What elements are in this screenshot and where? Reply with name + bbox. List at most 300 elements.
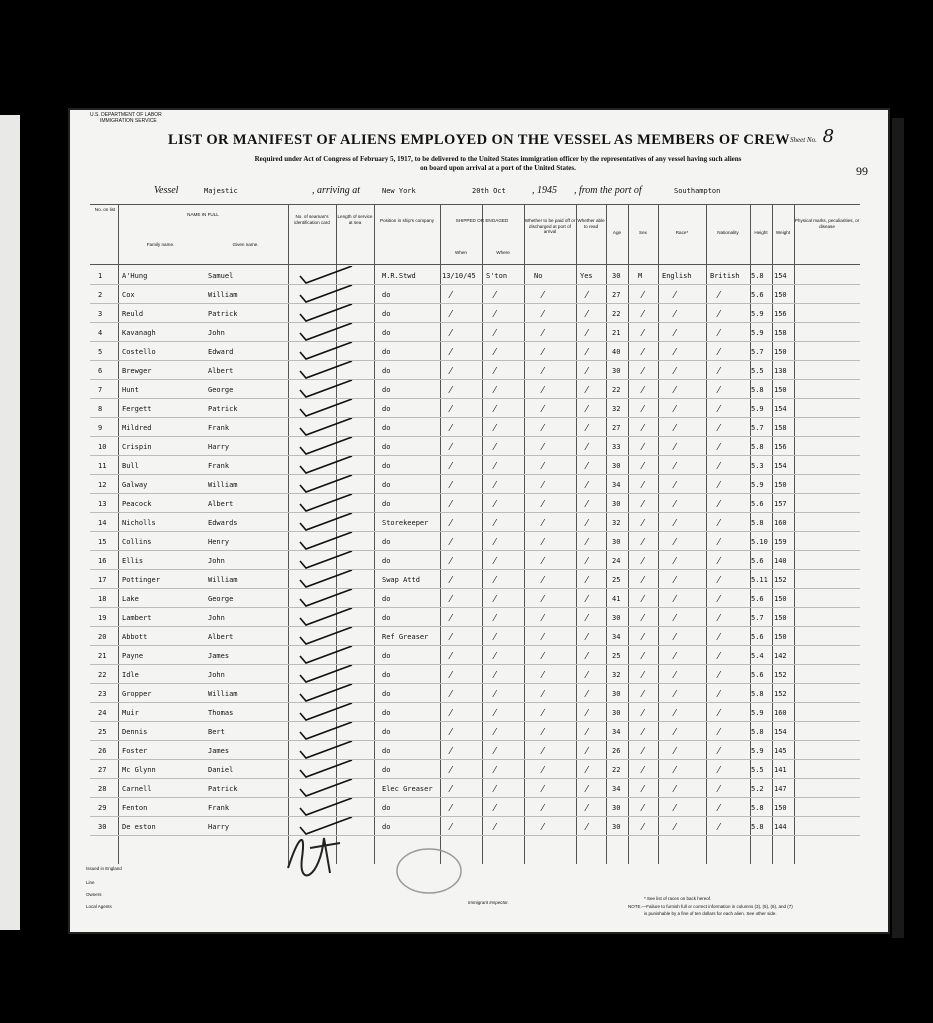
check-mark (296, 456, 356, 476)
table-row (90, 285, 860, 303)
cell-family: Crispin (122, 443, 152, 451)
table-row (90, 722, 860, 740)
cell-height: 5.8 (751, 386, 764, 394)
ditto-mark: ⁄ (674, 652, 676, 662)
ditto-mark: ⁄ (718, 804, 720, 814)
cell-position: Storekeeper (382, 519, 429, 527)
cell-height: 5.6 (751, 671, 764, 679)
legal-notice-line: on board upon arrival at a port of the United States. (420, 164, 576, 172)
check-mark (296, 589, 356, 609)
cell-weight: 156 (774, 310, 787, 318)
ditto-mark: ⁄ (586, 595, 588, 605)
ditto-mark: ⁄ (642, 462, 644, 472)
cell-age: 22 (612, 766, 621, 774)
cell-given: John (208, 557, 225, 565)
ditto-mark: ⁄ (542, 386, 544, 396)
cell-position: Elec Greaser (382, 785, 433, 793)
ditto-mark: ⁄ (586, 671, 588, 681)
cell-weight: 160 (774, 519, 787, 527)
cell-age: 34 (612, 785, 621, 793)
table-row (90, 760, 860, 778)
ditto-mark: ⁄ (494, 747, 496, 757)
ditto-mark: ⁄ (642, 652, 644, 662)
cell-family: Kavanagh (122, 329, 156, 337)
ditto-mark: ⁄ (674, 424, 676, 434)
sheet-number-value: 8 (822, 126, 835, 147)
cell-no: 5 (98, 348, 103, 356)
cell-no: 23 (98, 690, 107, 698)
col-header-where: Where (496, 250, 510, 255)
department-header (90, 112, 162, 124)
cell-weight: 150 (774, 614, 787, 622)
cell-position: do (382, 443, 391, 451)
ditto-mark: ⁄ (494, 785, 496, 795)
cell-given: Frank (208, 462, 230, 470)
check-mark (296, 342, 356, 362)
table-row (90, 456, 860, 474)
col-header-paid: Whether to be paid off or discharged at port of arrival (524, 218, 576, 234)
ditto-mark: ⁄ (674, 766, 676, 776)
ditto-mark: ⁄ (494, 690, 496, 700)
col-header-race: Race* (675, 230, 689, 235)
ditto-mark: ⁄ (542, 576, 544, 586)
cell-height: 5.6 (751, 557, 764, 565)
ditto-mark: ⁄ (494, 443, 496, 453)
ditto-mark: ⁄ (542, 709, 544, 719)
cell-weight: 154 (774, 462, 787, 470)
cell-no: 26 (98, 747, 107, 755)
ditto-mark: ⁄ (586, 443, 588, 453)
cell-no: 15 (98, 538, 107, 546)
ditto-mark: ⁄ (718, 538, 720, 548)
cell-height: 5.9 (751, 709, 764, 717)
ditto-mark: ⁄ (494, 804, 496, 814)
check-mark (296, 703, 356, 723)
footer-issued: Issued in England (86, 866, 122, 871)
cell-age: 30 (612, 272, 621, 280)
cell-position: do (382, 424, 391, 432)
cell-height: 5.9 (751, 329, 764, 337)
ditto-mark: ⁄ (450, 690, 452, 700)
ditto-mark: ⁄ (674, 614, 676, 624)
cell-paid: No (534, 272, 543, 280)
cell-no: 14 (98, 519, 107, 527)
legal-notice (168, 155, 828, 173)
ditto-mark: ⁄ (450, 500, 452, 510)
ditto-mark: ⁄ (542, 310, 544, 320)
ditto-mark: ⁄ (586, 310, 588, 320)
table-row (90, 532, 860, 550)
ditto-mark: ⁄ (642, 367, 644, 377)
ditto-mark: ⁄ (450, 481, 452, 491)
cell-no: 11 (98, 462, 107, 470)
ditto-mark: ⁄ (586, 785, 588, 795)
ditto-mark: ⁄ (494, 557, 496, 567)
check-mark (296, 646, 356, 666)
ditto-mark: ⁄ (586, 709, 588, 719)
cell-no: 3 (98, 310, 103, 318)
cell-given: John (208, 671, 225, 679)
cell-given: Bert (208, 728, 225, 736)
cell-height: 5.9 (751, 747, 764, 755)
cell-position: do (382, 538, 391, 546)
cell-age: 34 (612, 633, 621, 641)
ditto-mark: ⁄ (586, 690, 588, 700)
cell-position: Ref Greaser (382, 633, 429, 641)
cell-nat: British (710, 272, 740, 280)
ditto-mark: ⁄ (494, 671, 496, 681)
check-mark (296, 760, 356, 780)
ditto-mark: ⁄ (718, 329, 720, 339)
ditto-mark: ⁄ (450, 538, 452, 548)
ditto-mark: ⁄ (642, 500, 644, 510)
cell-family: Hunt (122, 386, 139, 394)
ditto-mark: ⁄ (450, 576, 452, 586)
cell-family: Lake (122, 595, 139, 603)
arrival-date: 20th Oct (472, 187, 506, 195)
ditto-mark: ⁄ (542, 329, 544, 339)
ditto-mark: ⁄ (674, 405, 676, 415)
cell-position: do (382, 405, 391, 413)
cell-age: 25 (612, 652, 621, 660)
cell-family: Nicholls (122, 519, 156, 527)
ditto-mark: ⁄ (494, 519, 496, 529)
cell-weight: 157 (774, 500, 787, 508)
ditto-mark: ⁄ (494, 709, 496, 719)
ditto-mark: ⁄ (642, 823, 644, 833)
cell-age: 30 (612, 462, 621, 470)
cell-age: 27 (612, 291, 621, 299)
ditto-mark: ⁄ (674, 747, 676, 757)
cell-position: do (382, 386, 391, 394)
cell-family: Foster (122, 747, 148, 755)
cell-family: Costello (122, 348, 156, 356)
page-edge (892, 118, 904, 938)
cell-age: 34 (612, 728, 621, 736)
cell-no: 28 (98, 785, 107, 793)
check-mark (296, 532, 356, 552)
ditto-mark: ⁄ (586, 728, 588, 738)
ditto-mark: ⁄ (718, 595, 720, 605)
ditto-mark: ⁄ (642, 424, 644, 434)
col-header-no: No. on list (94, 207, 116, 212)
cell-height: 5.8 (751, 690, 764, 698)
cell-age: 32 (612, 671, 621, 679)
cell-weight: 154 (774, 728, 787, 736)
table-row (90, 817, 860, 835)
ditto-mark: ⁄ (718, 652, 720, 662)
check-mark (296, 323, 356, 343)
footer-owners: Owners (86, 892, 102, 897)
cell-weight: 147 (774, 785, 787, 793)
col-header-position: Position in ship's company (380, 218, 434, 223)
ditto-mark: ⁄ (494, 823, 496, 833)
ditto-mark: ⁄ (642, 614, 644, 624)
cell-no: 24 (98, 709, 107, 717)
footer-agents: Local Agents (86, 904, 112, 909)
ditto-mark: ⁄ (542, 519, 544, 529)
ditto-mark: ⁄ (450, 747, 452, 757)
ditto-mark: ⁄ (718, 633, 720, 643)
cell-age: 34 (612, 481, 621, 489)
cell-weight: 150 (774, 633, 787, 641)
service-name: IMMIGRATION SERVICE (100, 118, 157, 124)
cell-no: 12 (98, 481, 107, 489)
ditto-mark: ⁄ (674, 291, 676, 301)
ditto-mark: ⁄ (586, 386, 588, 396)
cell-height: 5.8 (751, 804, 764, 812)
table-row (90, 665, 860, 683)
cell-weight: 150 (774, 386, 787, 394)
ditto-mark: ⁄ (674, 348, 676, 358)
cell-family: Lambert (122, 614, 152, 622)
cell-position: do (382, 728, 391, 736)
cell-height: 5.9 (751, 310, 764, 318)
table-row (90, 627, 860, 645)
ditto-mark: ⁄ (450, 633, 452, 643)
ditto-mark: ⁄ (450, 804, 452, 814)
footer-note: * See list of races on back hereof. (644, 896, 712, 901)
cell-family: Mildred (122, 424, 152, 432)
ditto-mark: ⁄ (642, 633, 644, 643)
cell-height: 5.8 (751, 728, 764, 736)
table-row (90, 798, 860, 816)
ditto-mark: ⁄ (542, 652, 544, 662)
ditto-mark: ⁄ (642, 519, 644, 529)
cell-weight: 150 (774, 348, 787, 356)
ditto-mark: ⁄ (674, 804, 676, 814)
table-row (90, 779, 860, 797)
ditto-mark: ⁄ (718, 291, 720, 301)
cell-family: Bull (122, 462, 139, 470)
col-header-service: Length of service at sea (337, 214, 373, 225)
cell-family: Carnell (122, 785, 152, 793)
ditto-mark: ⁄ (542, 405, 544, 415)
ditto-mark: ⁄ (674, 690, 676, 700)
cell-weight: 150 (774, 804, 787, 812)
cell-weight: 159 (774, 538, 787, 546)
cell-age: 32 (612, 519, 621, 527)
ditto-mark: ⁄ (494, 329, 496, 339)
ditto-mark: ⁄ (674, 538, 676, 548)
cell-age: 21 (612, 329, 621, 337)
ditto-mark: ⁄ (586, 519, 588, 529)
cell-no: 22 (98, 671, 107, 679)
check-mark (296, 418, 356, 438)
ditto-mark: ⁄ (542, 348, 544, 358)
cell-family: Galway (122, 481, 148, 489)
ditto-mark: ⁄ (494, 291, 496, 301)
ditto-mark: ⁄ (494, 310, 496, 320)
cell-height: 5.4 (751, 652, 764, 660)
ditto-mark: ⁄ (494, 500, 496, 510)
cell-given: William (208, 576, 238, 584)
check-mark (296, 627, 356, 647)
check-mark (296, 779, 356, 799)
cell-position: do (382, 500, 391, 508)
ditto-mark: ⁄ (450, 519, 452, 529)
ditto-mark: ⁄ (586, 481, 588, 491)
cell-height: 5.5 (751, 367, 764, 375)
cell-no: 21 (98, 652, 107, 660)
cell-weight: 158 (774, 424, 787, 432)
ditto-mark: ⁄ (674, 671, 676, 681)
ditto-mark: ⁄ (642, 671, 644, 681)
cell-age: 41 (612, 595, 621, 603)
ditto-mark: ⁄ (586, 329, 588, 339)
adjacent-page-strip (0, 115, 20, 930)
cell-family: Abbott (122, 633, 148, 641)
cell-weight: 150 (774, 291, 787, 299)
cell-weight: 152 (774, 671, 787, 679)
table-row (90, 608, 860, 626)
ditto-mark: ⁄ (542, 728, 544, 738)
ditto-mark: ⁄ (718, 576, 720, 586)
ditto-mark: ⁄ (542, 823, 544, 833)
cell-no: 4 (98, 329, 103, 337)
ditto-mark: ⁄ (450, 291, 452, 301)
check-mark (296, 380, 356, 400)
cell-height: 5.8 (751, 823, 764, 831)
cell-position: M.R.Stwd (382, 272, 416, 280)
ditto-mark: ⁄ (494, 462, 496, 472)
ditto-mark: ⁄ (494, 405, 496, 415)
cell-weight: 156 (774, 443, 787, 451)
cell-given: James (208, 747, 230, 755)
cell-weight: 154 (774, 405, 787, 413)
cell-given: Thomas (208, 709, 234, 717)
cell-age: 33 (612, 443, 621, 451)
from-label: , from the port of (574, 185, 642, 196)
col-header-marks: Physical marks, peculiarities, or disease (794, 218, 860, 229)
cell-weight: 142 (774, 652, 787, 660)
cell-given: John (208, 329, 225, 337)
col-header-id-card: No. of seaman's identification card (294, 214, 330, 225)
table-row (90, 475, 860, 493)
cell-height: 5.8 (751, 519, 764, 527)
cell-height: 5.7 (751, 348, 764, 356)
col-header-when: When (454, 250, 467, 255)
cell-position: do (382, 595, 391, 603)
cell-given: Henry (208, 538, 230, 546)
check-mark (296, 608, 356, 628)
ditto-mark: ⁄ (494, 348, 496, 358)
cell-weight: 152 (774, 576, 787, 584)
ditto-mark: ⁄ (542, 671, 544, 681)
ditto-mark: ⁄ (674, 557, 676, 567)
cell-family: Fergett (122, 405, 152, 413)
cell-position: do (382, 614, 391, 622)
cell-position: do (382, 652, 391, 660)
table-row (90, 304, 860, 322)
col-header-given: Given name. (232, 242, 259, 247)
table-row (90, 437, 860, 455)
ditto-mark: ⁄ (542, 443, 544, 453)
cell-position: do (382, 310, 391, 318)
cell-height: 5.8 (751, 443, 764, 451)
ditto-mark: ⁄ (642, 709, 644, 719)
cell-weight: 138 (774, 367, 787, 375)
cell-no: 10 (98, 443, 107, 451)
department-name: U.S. DEPARTMENT OF LABOR (90, 112, 162, 118)
cell-family: Cox (122, 291, 135, 299)
ditto-mark: ⁄ (586, 614, 588, 624)
cell-no: 1 (98, 272, 103, 280)
ditto-mark: ⁄ (450, 595, 452, 605)
cell-age: 40 (612, 348, 621, 356)
cell-age: 27 (612, 424, 621, 432)
ditto-mark: ⁄ (642, 747, 644, 757)
ditto-mark: ⁄ (450, 367, 452, 377)
ditto-mark: ⁄ (718, 785, 720, 795)
cell-no: 29 (98, 804, 107, 812)
cell-height: 5.8 (751, 272, 764, 280)
cell-weight: 154 (774, 272, 787, 280)
check-mark (296, 741, 356, 761)
cell-no: 17 (98, 576, 107, 584)
cell-given: William (208, 291, 238, 299)
cell-family: Payne (122, 652, 144, 660)
cell-read: Yes (580, 272, 593, 280)
vessel-name: Majestic (204, 187, 238, 195)
page-number: 99 (856, 164, 868, 178)
check-mark (296, 266, 356, 286)
col-header-family: Family name. (146, 242, 175, 247)
ditto-mark: ⁄ (586, 367, 588, 377)
cell-position: do (382, 462, 391, 470)
ditto-mark: ⁄ (642, 557, 644, 567)
ditto-mark: ⁄ (450, 462, 452, 472)
ditto-mark: ⁄ (674, 709, 676, 719)
cell-age: 30 (612, 804, 621, 812)
cell-height: 5.6 (751, 595, 764, 603)
cell-no: 6 (98, 367, 103, 375)
ditto-mark: ⁄ (450, 671, 452, 681)
ditto-mark: ⁄ (642, 766, 644, 776)
cell-weight: 145 (774, 747, 787, 755)
cell-no: 8 (98, 405, 103, 413)
ditto-mark: ⁄ (718, 766, 720, 776)
table-row (90, 570, 860, 588)
cell-given: Albert (208, 367, 234, 375)
ditto-mark: ⁄ (674, 785, 676, 795)
footer-note: is punishable by a fine of ten dollars for each alien. See other side. (644, 911, 777, 916)
ditto-mark: ⁄ (494, 595, 496, 605)
cell-age: 30 (612, 823, 621, 831)
ditto-mark: ⁄ (542, 462, 544, 472)
table-row (90, 494, 860, 512)
crew-table (90, 204, 860, 904)
cell-no: 7 (98, 386, 103, 394)
ditto-mark: ⁄ (542, 766, 544, 776)
table-row (90, 646, 860, 664)
cell-position: do (382, 481, 391, 489)
ditto-mark: ⁄ (718, 443, 720, 453)
ditto-mark: ⁄ (494, 728, 496, 738)
ditto-mark: ⁄ (642, 348, 644, 358)
cell-age: 30 (612, 367, 621, 375)
cell-weight: 150 (774, 595, 787, 603)
ditto-mark: ⁄ (542, 500, 544, 510)
ditto-mark: ⁄ (586, 823, 588, 833)
cell-age: 30 (612, 538, 621, 546)
cell-position: do (382, 557, 391, 565)
ditto-mark: ⁄ (450, 728, 452, 738)
cell-given: George (208, 595, 234, 603)
ditto-mark: ⁄ (674, 462, 676, 472)
ditto-mark: ⁄ (718, 500, 720, 510)
check-mark (296, 399, 356, 419)
